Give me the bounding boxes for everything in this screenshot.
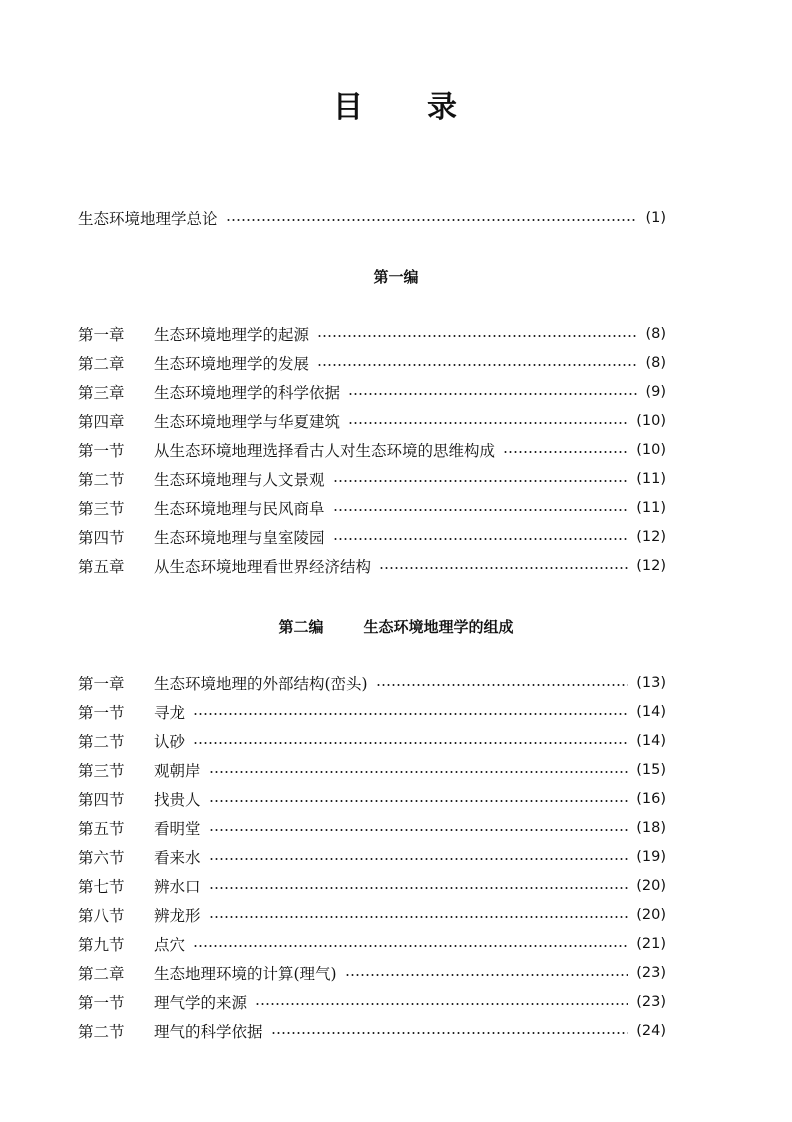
entry-page: (10): [636, 413, 666, 429]
entry-text: 生态环境地理学与华夏建筑: [154, 413, 341, 431]
entry-label: 第四章: [78, 413, 125, 431]
entry-text: 辨龙形: [154, 907, 201, 925]
entry-page: (12): [636, 558, 666, 574]
entry-label: 第三节: [78, 500, 125, 518]
toc-entry[interactable]: [78, 351, 666, 375]
dot-leader: [209, 858, 629, 860]
dot-leader: [209, 887, 629, 889]
toc-entry[interactable]: [78, 961, 666, 985]
entry-label: 第二章: [78, 355, 125, 373]
toc-entry[interactable]: [78, 787, 666, 811]
toc-entry-overview[interactable]: [78, 206, 666, 230]
toc-entry[interactable]: [78, 874, 666, 898]
entry-text: 生态环境地理与人文景观: [154, 471, 325, 489]
entry-text: 生态环境地理与民风商阜: [154, 500, 325, 518]
entry-page: (10): [636, 442, 666, 458]
entry-label: 第五章: [78, 558, 125, 576]
part2-name: 生态环境地理学的组成: [363, 618, 514, 636]
toc-entry[interactable]: [78, 438, 666, 462]
dot-leader: [209, 829, 629, 831]
entry-page: (9): [645, 384, 666, 400]
entry-page: (13): [636, 675, 666, 691]
entry-page: (20): [636, 878, 666, 894]
toc-entry[interactable]: [78, 758, 666, 782]
entry-page: (14): [636, 704, 666, 720]
dot-leader: [333, 538, 629, 540]
entry-page: (11): [636, 471, 666, 487]
toc-entry[interactable]: [78, 729, 666, 753]
entry-text: 观朝岸: [154, 762, 201, 780]
toc-entry[interactable]: [78, 525, 666, 549]
part2-heading: [0, 616, 792, 637]
toc-entry[interactable]: [78, 990, 666, 1014]
entry-label: 第二节: [78, 1023, 125, 1041]
entry-text: 看明堂: [154, 820, 201, 838]
dot-leader: [333, 480, 629, 482]
entry-text: 生态环境地理学总论: [78, 210, 218, 228]
title-char-2: 录: [427, 90, 459, 125]
entry-text: 寻龙: [154, 704, 186, 722]
toc-entry[interactable]: [78, 409, 666, 433]
dot-leader: [271, 1032, 629, 1034]
dot-leader: [379, 567, 628, 569]
entry-label: 第二章: [78, 965, 125, 983]
entry-page: (18): [636, 820, 666, 836]
entry-label: 第八节: [78, 907, 125, 925]
entry-text: 生态环境地理与皇室陵园: [154, 529, 325, 547]
entry-label: 第七节: [78, 878, 125, 896]
entry-text: 理气学的来源: [154, 994, 248, 1012]
entry-page: (8): [645, 355, 666, 371]
entry-label: 第一节: [78, 994, 125, 1012]
entry-page: (8): [645, 326, 666, 342]
entry-label: 第六节: [78, 849, 125, 867]
entry-page: (23): [636, 965, 666, 981]
dot-leader: [193, 713, 628, 715]
dot-leader: [193, 742, 628, 744]
dot-leader: [348, 393, 637, 395]
entry-text: 点穴: [154, 936, 186, 954]
toc-entry[interactable]: [78, 467, 666, 491]
entry-label: 第一节: [78, 442, 125, 460]
entry-label: 第四节: [78, 529, 125, 547]
entry-page: (1): [645, 210, 666, 226]
entry-text: 生态环境地理的外部结构(峦头): [154, 675, 368, 693]
dot-leader: [503, 451, 628, 453]
toc-entry[interactable]: [78, 700, 666, 724]
entry-label: 第五节: [78, 820, 125, 838]
toc-entry[interactable]: [78, 496, 666, 520]
dot-leader: [317, 364, 637, 366]
entry-text: 认砂: [154, 733, 186, 751]
entry-page: (15): [636, 762, 666, 778]
entry-page: (14): [636, 733, 666, 749]
part2-number: 第二编: [278, 618, 324, 636]
page-title: [0, 82, 792, 126]
toc-entry[interactable]: [78, 554, 666, 578]
toc-entry[interactable]: [78, 903, 666, 927]
entry-label: 第二节: [78, 471, 125, 489]
toc-entry[interactable]: [78, 816, 666, 840]
entry-label: 第三节: [78, 762, 125, 780]
entry-label: 第九节: [78, 936, 125, 954]
entry-text: 理气的科学依据: [154, 1023, 263, 1041]
entry-page: (12): [636, 529, 666, 545]
toc-entry[interactable]: [78, 671, 666, 695]
part1-heading-text: 第一编: [373, 268, 419, 286]
toc-entry[interactable]: [78, 1019, 666, 1043]
dot-leader: [317, 335, 637, 337]
part1-heading: [0, 266, 792, 287]
dot-leader: [209, 800, 629, 802]
entry-label: 第一章: [78, 675, 125, 693]
entry-page: (19): [636, 849, 666, 865]
entry-label: 第四节: [78, 791, 125, 809]
dot-leader: [209, 771, 629, 773]
toc-entry[interactable]: [78, 932, 666, 956]
entry-text: 生态环境地理学的发展: [154, 355, 310, 373]
entry-label: 第一节: [78, 704, 125, 722]
entry-text: 找贵人: [154, 791, 201, 809]
toc-entry[interactable]: [78, 322, 666, 346]
dot-leader: [376, 684, 629, 686]
entry-text: 从生态环境地理看世界经济结构: [154, 558, 372, 576]
dot-leader: [209, 916, 629, 918]
entry-label: 第二节: [78, 733, 125, 751]
entry-page: (16): [636, 791, 666, 807]
toc-entry[interactable]: [78, 380, 666, 404]
entry-text: 生态环境地理学的起源: [154, 326, 310, 344]
toc-entry[interactable]: [78, 845, 666, 869]
entry-page: (20): [636, 907, 666, 923]
entry-label: 第三章: [78, 384, 125, 402]
entry-page: (11): [636, 500, 666, 516]
dot-leader: [193, 945, 628, 947]
entry-text: 生态环境地理学的科学依据: [154, 384, 341, 402]
entry-label: 第一章: [78, 326, 125, 344]
title-char-1: 目: [333, 90, 365, 125]
dot-leader: [333, 509, 629, 511]
entry-text: 辨水口: [154, 878, 201, 896]
dot-leader: [348, 422, 628, 424]
entry-page: (21): [636, 936, 666, 952]
entry-page: (24): [636, 1023, 666, 1039]
entry-text: 生态地理环境的计算(理气): [154, 965, 337, 983]
entry-text: 从生态环境地理选择看古人对生态环境的思维构成: [154, 442, 496, 460]
dot-leader: [345, 974, 629, 976]
entry-text: 看来水: [154, 849, 201, 867]
dot-leader: [255, 1003, 628, 1005]
entry-page: (23): [636, 994, 666, 1010]
dot-leader: [226, 219, 638, 221]
